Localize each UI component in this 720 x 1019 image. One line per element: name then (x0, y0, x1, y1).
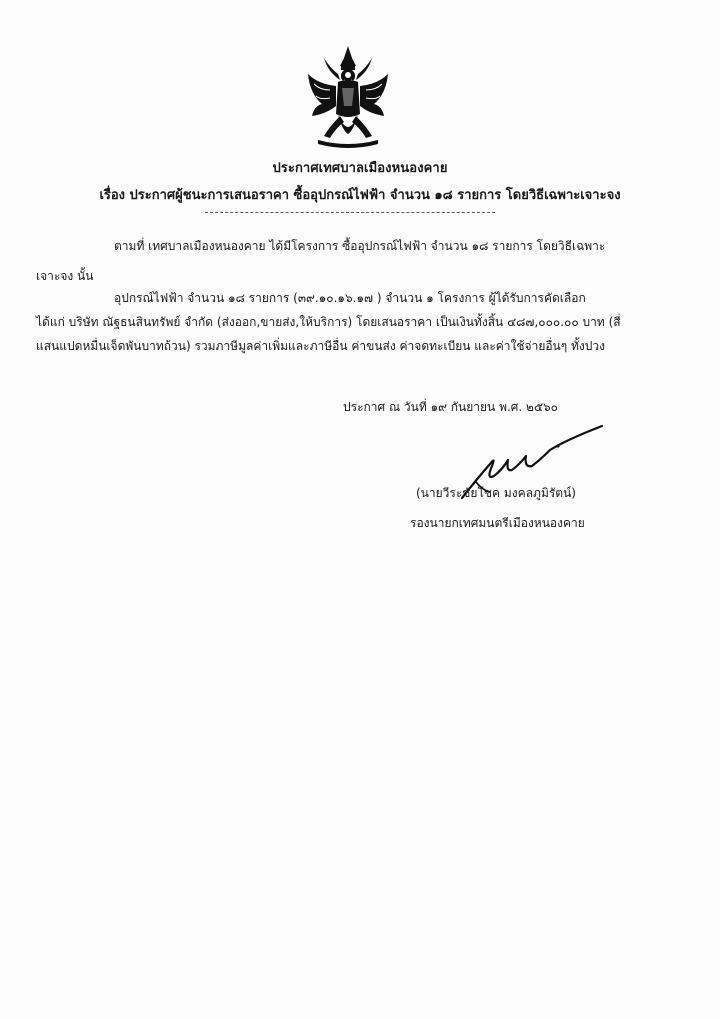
section-divider (205, 212, 495, 213)
garuda-emblem-icon (304, 44, 392, 152)
paragraph-1-line-1: ตามที่ เทศบาลเมืองหนองคาย ได้มีโครงการ ซื้ออุปกรณ์ไฟฟ้า จำนวน ๑๘ รายการ โดยวิธีเฉพาะ (114, 239, 606, 253)
signer-name: (นายวีระชัยโชค มงคลภูมิรัตน์) (416, 486, 576, 500)
paragraph-1-line-2: เจาะจง นั้น (36, 269, 94, 283)
signer-position: รองนายกเทศมนตรีเมืองหนองคาย (410, 516, 585, 530)
document-subject: เรื่อง ประกาศผู้ชนะการเสนอราคา ซื้ออุปกรณ์ไฟฟ้า จำนวน ๑๘ รายการ โดยวิธีเฉพาะเจาะจง (99, 188, 621, 203)
announcement-date: ประกาศ ณ วันที่ ๑๙ กันยายน พ.ศ. ๒๕๖๐ (343, 400, 558, 414)
paragraph-2-line-1: อุปกรณ์ไฟฟ้า จำนวน ๑๘ รายการ (๓๙.๑๐.๑๖.๑๗ ) จำนวน ๑ โครงการ ผู้ได้รับการคัดเลือก (114, 291, 586, 305)
paragraph-2-line-2: ได้แก่ บริษัท ณัฐธนสินทรัพย์ จำกัด (ส่งออก,ขายส่ง,ให้บริการ) โดยเสนอราคา เป็นเงินทั้งสิ้น ๔๘๗,๐๐๐.๐๐ บาท (สี่ (36, 315, 621, 329)
document-title: ประกาศเทศบาลเมืองหนองคาย (272, 161, 448, 176)
paragraph-2-line-3: แสนแปดหมื่นเจ็ดพันบาทถ้วน) รวมภาษีมูลค่าเพิ่มและภาษีอื่น ค่าขนส่ง ค่าจดทะเบียน และค่าใช้จ่ายอื่นๆ ทั้งปวง (36, 339, 605, 353)
